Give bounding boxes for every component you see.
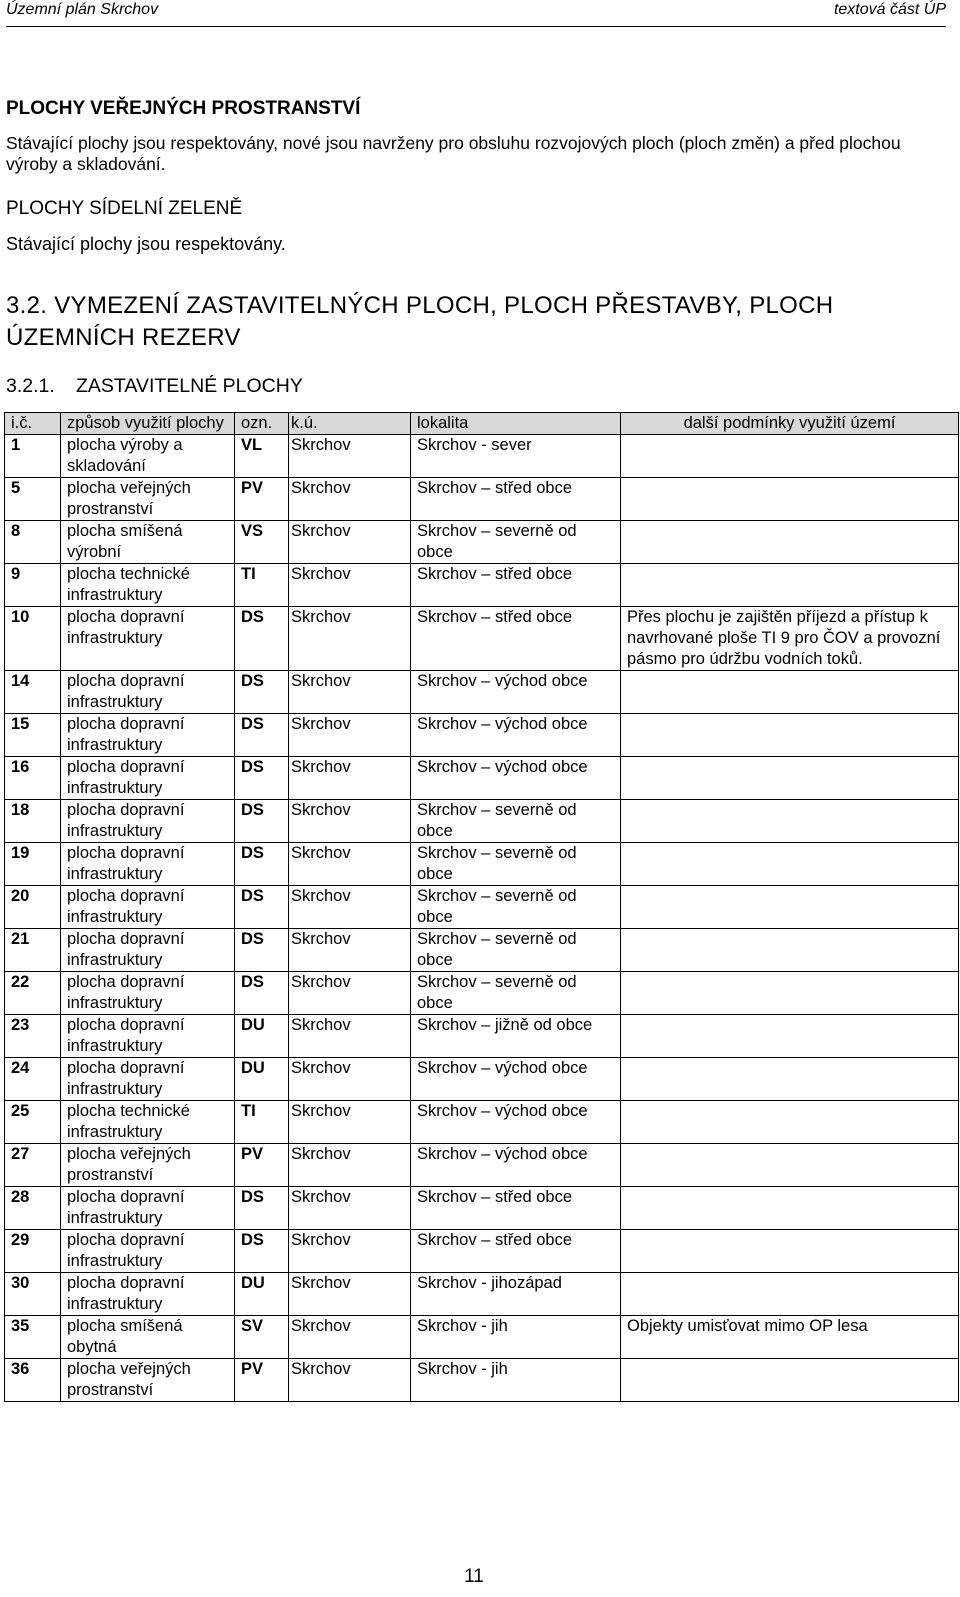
column-header-code: ozn. xyxy=(235,413,289,435)
cell-id: 21 xyxy=(5,929,61,972)
cell-code: DU xyxy=(235,1015,289,1058)
cell-cadastre: Skrchov xyxy=(289,564,411,607)
cell-code: DS xyxy=(235,757,289,800)
cell-id: 18 xyxy=(5,800,61,843)
table-row xyxy=(5,1144,959,1187)
cell-code: SV xyxy=(235,1316,289,1359)
section-green-text: Stávající plochy jsou respektovány. xyxy=(6,234,286,254)
cell-conditions xyxy=(621,929,959,972)
cell-usage: plocha veřejných prostranství xyxy=(61,1359,235,1402)
cell-id: 22 xyxy=(5,972,61,1015)
cell-id: 15 xyxy=(5,714,61,757)
cell-locality: Skrchov – severně od obce xyxy=(411,886,621,929)
cell-code: DS xyxy=(235,972,289,1015)
cell-conditions xyxy=(621,886,959,929)
table-row xyxy=(5,886,959,929)
cell-usage: plocha dopravní infrastruktury xyxy=(61,1187,235,1230)
cell-id: 29 xyxy=(5,1230,61,1273)
cell-usage: plocha dopravní infrastruktury xyxy=(61,671,235,714)
table-row xyxy=(5,929,959,972)
cell-code: TI xyxy=(235,564,289,607)
cell-id: 35 xyxy=(5,1316,61,1359)
table-row xyxy=(5,1273,959,1316)
cell-code: DS xyxy=(235,714,289,757)
cell-cadastre: Skrchov xyxy=(289,843,411,886)
column-header-locality: lokalita xyxy=(411,413,621,435)
cell-code: PV xyxy=(235,1144,289,1187)
cell-code: DU xyxy=(235,1058,289,1101)
cell-id: 24 xyxy=(5,1058,61,1101)
cell-conditions xyxy=(621,435,959,478)
cell-cadastre: Skrchov xyxy=(289,1144,411,1187)
table-row xyxy=(5,1015,959,1058)
cell-cadastre: Skrchov xyxy=(289,1273,411,1316)
cell-usage: plocha smíšená výrobní xyxy=(61,521,235,564)
cell-code: DS xyxy=(235,671,289,714)
cell-code: DU xyxy=(235,1273,289,1316)
cell-cadastre: Skrchov xyxy=(289,972,411,1015)
column-header-usage: způsob využití plochy xyxy=(61,413,235,435)
cell-conditions xyxy=(621,843,959,886)
cell-cadastre: Skrchov xyxy=(289,435,411,478)
table-row xyxy=(5,800,959,843)
cell-code: DS xyxy=(235,607,289,671)
cell-id: 1 xyxy=(5,435,61,478)
cell-id: 28 xyxy=(5,1187,61,1230)
cell-code: DS xyxy=(235,886,289,929)
cell-cadastre: Skrchov xyxy=(289,929,411,972)
section-public-title: PLOCHY VEŘEJNÝCH PROSTRANSTVÍ xyxy=(6,98,361,119)
cell-conditions xyxy=(621,1273,959,1316)
cell-locality: Skrchov – východ obce xyxy=(411,1101,621,1144)
page-header xyxy=(6,0,946,27)
section-green-title: PLOCHY SÍDELNÍ ZELENĚ xyxy=(6,198,243,219)
cell-id: 23 xyxy=(5,1015,61,1058)
cell-cadastre: Skrchov xyxy=(289,1015,411,1058)
table-row xyxy=(5,435,959,478)
cell-id: 10 xyxy=(5,607,61,671)
cell-conditions xyxy=(621,714,959,757)
cell-id: 20 xyxy=(5,886,61,929)
cell-locality: Skrchov - jih xyxy=(411,1359,621,1402)
cell-cadastre: Skrchov xyxy=(289,521,411,564)
cell-code: PV xyxy=(235,1359,289,1402)
cell-cadastre: Skrchov xyxy=(289,800,411,843)
cell-conditions xyxy=(621,757,959,800)
cell-usage: plocha dopravní infrastruktury xyxy=(61,929,235,972)
table-row xyxy=(5,1316,959,1359)
cell-id: 36 xyxy=(5,1359,61,1402)
cell-usage: plocha dopravní infrastruktury xyxy=(61,1230,235,1273)
cell-locality: Skrchov – střed obce xyxy=(411,607,621,671)
table-row xyxy=(5,972,959,1015)
cell-cadastre: Skrchov xyxy=(289,607,411,671)
cell-id: 14 xyxy=(5,671,61,714)
cell-cadastre: Skrchov xyxy=(289,1316,411,1359)
cell-code: VS xyxy=(235,521,289,564)
table-body xyxy=(5,435,959,1402)
cell-locality: Skrchov - sever xyxy=(411,435,621,478)
cell-usage: plocha dopravní infrastruktury xyxy=(61,886,235,929)
cell-usage: plocha veřejných prostranství xyxy=(61,478,235,521)
table-row xyxy=(5,714,959,757)
cell-cadastre: Skrchov xyxy=(289,478,411,521)
cell-locality: Skrchov – střed obce xyxy=(411,1187,621,1230)
cell-cadastre: Skrchov xyxy=(289,1101,411,1144)
table-row xyxy=(5,564,959,607)
cell-usage: plocha dopravní infrastruktury xyxy=(61,714,235,757)
cell-locality: Skrchov - jihozápad xyxy=(411,1273,621,1316)
cell-locality: Skrchov – střed obce xyxy=(411,1230,621,1273)
cell-locality: Skrchov – východ obce xyxy=(411,757,621,800)
cell-conditions xyxy=(621,671,959,714)
cell-code: VL xyxy=(235,435,289,478)
cell-id: 30 xyxy=(5,1273,61,1316)
cell-conditions xyxy=(621,972,959,1015)
cell-usage: plocha smíšená obytná xyxy=(61,1316,235,1359)
cell-locality: Skrchov – východ obce xyxy=(411,671,621,714)
cell-usage: plocha technické infrastruktury xyxy=(61,564,235,607)
table-row xyxy=(5,1058,959,1101)
cell-conditions xyxy=(621,1230,959,1273)
cell-locality: Skrchov – severně od obce xyxy=(411,843,621,886)
cell-locality: Skrchov – jižně od obce xyxy=(411,1015,621,1058)
cell-code: DS xyxy=(235,929,289,972)
table-row xyxy=(5,521,959,564)
cell-conditions xyxy=(621,521,959,564)
cell-id: 9 xyxy=(5,564,61,607)
cell-usage: plocha dopravní infrastruktury xyxy=(61,1273,235,1316)
cell-conditions xyxy=(621,1015,959,1058)
cell-conditions xyxy=(621,1359,959,1402)
cell-locality: Skrchov – severně od obce xyxy=(411,521,621,564)
cell-locality: Skrchov – východ obce xyxy=(411,1058,621,1101)
cell-cadastre: Skrchov xyxy=(289,671,411,714)
table-row xyxy=(5,757,959,800)
cell-locality: Skrchov – střed obce xyxy=(411,478,621,521)
table-row xyxy=(5,607,959,671)
heading-3-2-text: VYMEZENÍ ZASTAVITELNÝCH PLOCH, PLOCH PŘESTAVBY, PLOCH ÚZEMNÍCH REZERV xyxy=(6,292,834,351)
cell-code: DS xyxy=(235,1187,289,1230)
cell-usage: plocha veřejných prostranství xyxy=(61,1144,235,1187)
section-public-text: Stávající plochy jsou respektovány, nové jsou navrženy pro obsluhu rozvojových ploch (ploch změn) a před plochou výroby a skladování. xyxy=(6,133,901,174)
cell-locality: Skrchov – severně od obce xyxy=(411,972,621,1015)
heading-3-2-1 xyxy=(6,375,303,398)
cell-id: 25 xyxy=(5,1101,61,1144)
cell-locality: Skrchov – východ obce xyxy=(411,1144,621,1187)
table-row xyxy=(5,671,959,714)
cell-conditions: Objekty umisťovat mimo OP lesa xyxy=(621,1316,959,1359)
table-row xyxy=(5,1187,959,1230)
table-header-row xyxy=(5,413,959,435)
cell-id: 19 xyxy=(5,843,61,886)
cell-conditions xyxy=(621,1058,959,1101)
cell-usage: plocha technické infrastruktury xyxy=(61,1101,235,1144)
cell-conditions xyxy=(621,1144,959,1187)
cell-conditions xyxy=(621,478,959,521)
cell-code: DS xyxy=(235,843,289,886)
header-document-title: Územní plán Skrchov xyxy=(6,1,159,18)
heading-3-2 xyxy=(6,290,956,354)
cell-cadastre: Skrchov xyxy=(289,1359,411,1402)
cell-usage: plocha dopravní infrastruktury xyxy=(61,607,235,671)
cell-locality: Skrchov – střed obce xyxy=(411,564,621,607)
heading-3-2-1-number: 3.2.1. xyxy=(6,375,55,397)
cell-locality: Skrchov – severně od obce xyxy=(411,929,621,972)
cell-locality: Skrchov - jih xyxy=(411,1316,621,1359)
cell-conditions xyxy=(621,564,959,607)
page-number: 11 xyxy=(464,1566,484,1587)
table-row xyxy=(5,843,959,886)
cell-code: TI xyxy=(235,1101,289,1144)
cell-usage: plocha výroby a skladování xyxy=(61,435,235,478)
table-row xyxy=(5,1230,959,1273)
column-header-cadastre: k.ú. xyxy=(289,413,411,435)
cell-conditions: Přes plochu je zajištěn příjezd a přístup k navrhované ploše TI 9 pro ČOV a provozní pásmo pro údržbu vodních toků. xyxy=(621,607,959,671)
heading-3-2-number: 3.2. xyxy=(6,292,48,319)
cell-usage: plocha dopravní infrastruktury xyxy=(61,972,235,1015)
zastavitelne-plochy-table xyxy=(4,412,959,1402)
cell-cadastre: Skrchov xyxy=(289,886,411,929)
cell-usage: plocha dopravní infrastruktury xyxy=(61,1015,235,1058)
cell-cadastre: Skrchov xyxy=(289,714,411,757)
cell-id: 8 xyxy=(5,521,61,564)
cell-locality: Skrchov – severně od obce xyxy=(411,800,621,843)
cell-id: 27 xyxy=(5,1144,61,1187)
table-row xyxy=(5,1359,959,1402)
cell-usage: plocha dopravní infrastruktury xyxy=(61,1058,235,1101)
cell-cadastre: Skrchov xyxy=(289,1230,411,1273)
cell-id: 16 xyxy=(5,757,61,800)
cell-cadastre: Skrchov xyxy=(289,1058,411,1101)
cell-id: 5 xyxy=(5,478,61,521)
table-row xyxy=(5,478,959,521)
cell-code: DS xyxy=(235,1230,289,1273)
cell-cadastre: Skrchov xyxy=(289,1187,411,1230)
cell-conditions xyxy=(621,1101,959,1144)
cell-usage: plocha dopravní infrastruktury xyxy=(61,800,235,843)
column-header-id: i.č. xyxy=(5,413,61,435)
header-section-label: textová část ÚP xyxy=(833,1,946,18)
cell-cadastre: Skrchov xyxy=(289,757,411,800)
cell-usage: plocha dopravní infrastruktury xyxy=(61,757,235,800)
heading-3-2-1-text: ZASTAVITELNÉ PLOCHY xyxy=(76,375,303,397)
cell-locality: Skrchov – východ obce xyxy=(411,714,621,757)
column-header-conditions: další podmínky využití území xyxy=(621,413,959,435)
cell-usage: plocha dopravní infrastruktury xyxy=(61,843,235,886)
cell-conditions xyxy=(621,800,959,843)
cell-code: PV xyxy=(235,478,289,521)
cell-conditions xyxy=(621,1187,959,1230)
cell-code: DS xyxy=(235,800,289,843)
table-row xyxy=(5,1101,959,1144)
